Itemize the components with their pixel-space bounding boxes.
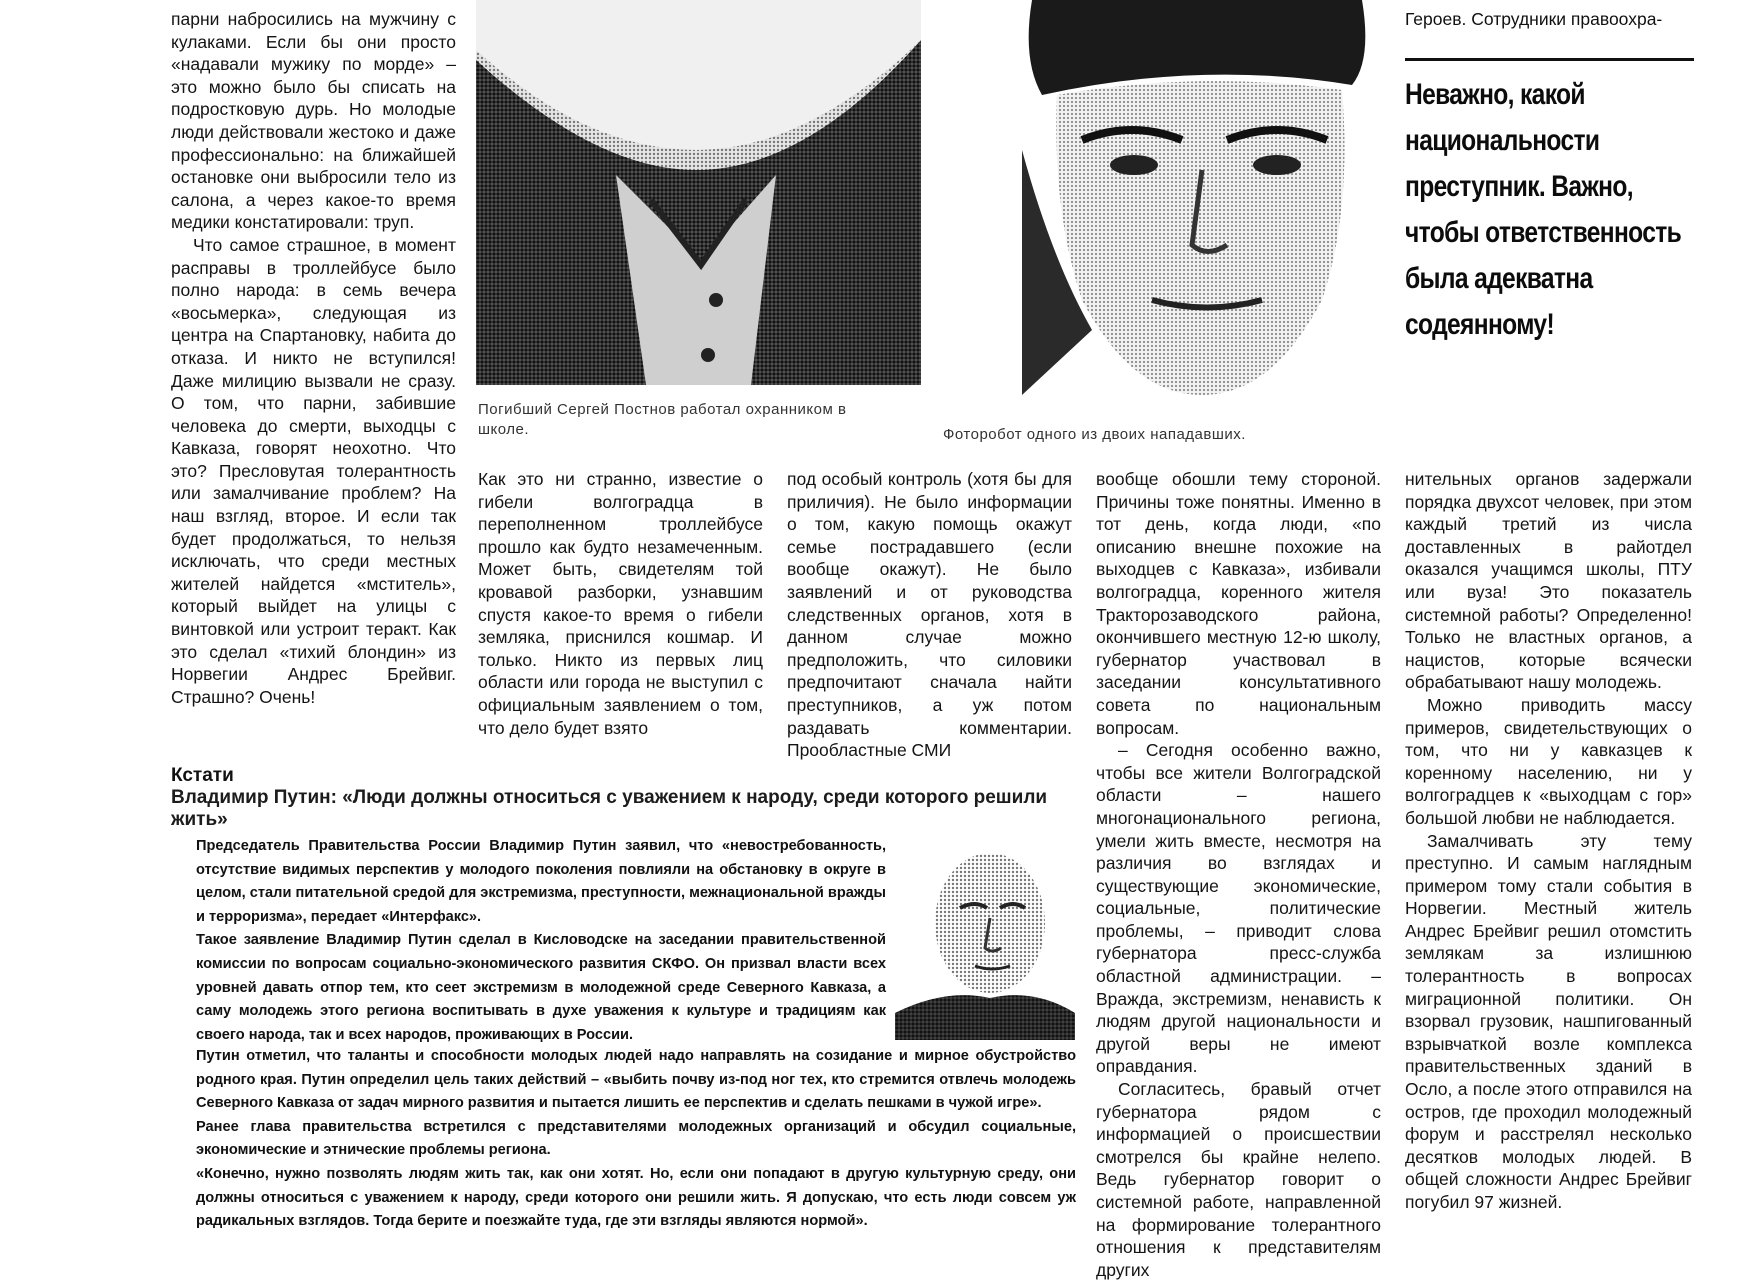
victim-photo-caption: Погибший Сергей Постнов работал охранником в школе. bbox=[478, 401, 847, 438]
pullquote-line: содеянному! bbox=[1405, 308, 1554, 341]
putin-portrait bbox=[895, 838, 1075, 1040]
pullquote-line: национальности bbox=[1405, 124, 1600, 157]
paragraph: Как это ни странно, известие о гибели волгоградца в переполненном троллейбусе прошло как будто незамеченным. Может быть, свидетелям той кровавой разборки, узнавшим спустя какое-то время о гибели земляка, приснился кошмар. И только. Никто из первых лиц области или города не выступил с официальным заявлением о том, что дело будет взято bbox=[478, 469, 763, 738]
pullquote-line: Неважно, какой bbox=[1405, 78, 1585, 111]
sidebar-inset bbox=[171, 765, 1076, 837]
identikit-image bbox=[1022, 0, 1382, 395]
inset-paragraph: Ранее глава правительства встретился с представителями молодежных организаций и обсудил социальные, экономические и этнические проблемы региона. bbox=[196, 1118, 1076, 1159]
pullquote-line: чтобы ответственность bbox=[1405, 216, 1682, 249]
inset-paragraph: «Конечно, нужно позволять людям жить так, как они хотят. Но, если они попадают в другую культурную среду, они должны относиться с уважением к народу, среди которого они решили жить. Я допускаю, что есть люди совсем уж радикальных взглядов. Тогда берите и поезжайте туда, где эти взгляды являются нормой». bbox=[196, 1165, 1076, 1230]
article-column-3 bbox=[787, 468, 1072, 762]
pullquote-line: преступник. Важно, bbox=[1405, 170, 1633, 203]
inset-title: Владимир Путин: «Люди должны относиться с уважением к народу, среди которого решили жить» bbox=[171, 787, 1048, 830]
article-column-4 bbox=[1096, 468, 1381, 1281]
identikit-photo bbox=[1022, 0, 1382, 395]
paragraph: Согласитесь, бравый отчет губернатора рядом с информацией о происшествии смотрелся бы крайне нелепо. Ведь губернатор говорит о системной работе, направленной на формирование толерантного отношения к представителям других bbox=[1096, 1079, 1381, 1280]
paragraph: под особый контроль (хотя бы для приличия). Не было информации о том, какую помощь окажут семье пострадавшего (если вообще окажут). Не было заявлений и от руководства следственных органов, хотя в данном случае можно предположить, что силовики предпочитают сначала найти преступников, а уж потом раздавать комментарии. Прооблаcтные СМИ bbox=[787, 469, 1072, 761]
pullquote-line: была адекватна bbox=[1405, 262, 1593, 295]
inset-kicker: Кстати bbox=[171, 765, 234, 786]
article-column-1 bbox=[171, 8, 456, 708]
column-5-top-line: Героев. Сотрудники правоохра- bbox=[1405, 9, 1663, 29]
article-column-5 bbox=[1405, 468, 1692, 1214]
inset-paragraph: Председатель Правительства России Владимир Путин заявил, что «невостребованность, отсутствие видимых перспектив у молодого поколения повлияли на обстановку в округе в целом, стали питательной средой для экстремизма, преступности, межнациональной вражды и терроризма», передает «Интерфакс». bbox=[196, 838, 886, 925]
paragraph: – Сегодня особенно важно, чтобы все жители Волгоградской области – нашего многонационального региона, умели жить вместе, несмотря на различия во взглядах и существующие экономические, социальные, политические проблемы, – приводит слова губернатора пресс-служба областной администрации. – Вражда, экстремизм, ненависть к людям другой национальности и другой веры не имеют оправдания. bbox=[1096, 740, 1381, 1077]
inset-paragraph: Такое заявление Владимир Путин сделал в Кисловодске на заседании правительственной комиссии по вопросам социально-экономического развития СКФО. Он призвал власти всех уровней давать отпор тем, кто сеет экстремизм в молодежной среде Северного Кавказа, а саму молодежь этого региона воспитывать в духе уважения к культуре и традициям как своего народа, так и всех народов, проживающих в России. bbox=[196, 932, 886, 1043]
pullquote-rule bbox=[1405, 58, 1694, 61]
paragraph: Можно приводить массу примеров, свидетельствующих о том, что ни у кавказцев к коренному населению, ни у волгоградцев к «выходцам с гор» большой любви не наблюдается. bbox=[1405, 694, 1692, 828]
article-column-2 bbox=[478, 468, 763, 739]
victim-photo-image bbox=[476, 0, 921, 385]
paragraph: нительных органов задержали порядка двухсот человек, при этом каждый третий из числа доставленных в райотдел оказался учащимся школы, ПТУ или вуза! Это показатель системной работы? Определенно! Только не властных органов, а нацистов, которые всячески обрабатывают нашу молодежь. bbox=[1405, 469, 1692, 693]
paragraph: Замалчивать эту тему преступно. И самым наглядным примером тому стали события в Норвегии. Местный житель Андрес Брейвиг решил отомстить землякам за излишнюю толерантность в вопросах миграционной политики. Он взорвал грузовик, нашпигованный взрывчаткой возле комплекса правительственных зданий в Осло, а после этого отправился на остров, где проходил молодежный форум и расстрелял несколько десятков молодых людей. В общей сложности Андрес Брейвиг погубил 97 жизней. bbox=[1405, 830, 1692, 1212]
paragraph: вообще обошли тему стороной. Причины тоже понятны. Именно в тот день, когда люди, «по описанию внешне похожие на выходцев с Кавказа», избивали волгоградца, коренного жителя Тракторозаводского района, окончившего местную 12-ю школу, губернатор участвовал в заседании консультативного совета по национальным вопросам. bbox=[1096, 469, 1381, 738]
paragraph: парни набросились на мужчину с кулаками. Если бы они просто «надавали мужику по морде» – это можно было бы списать на подростковую дурь. Но молодые люди действовали жестоко и даже профессионально: на ближайшей остановке они выбросили тело из салона, а через какое-то время медики констатировали: труп. bbox=[171, 9, 456, 233]
paragraph: Что самое страшное, в момент расправы в троллейбусе было полно народа: в семь вечера «восьмерка», следующая из центра на Спартановку, набита до отказа. И никто не вступился! Даже милицию вызвали не сразу. О том, что парни, забившие человека до смерти, выходцы с Кавказа, говорят неохотно. Что это? Пресловутая толерантность или замалчивание проблем? На наш взгляд, второе. И если так будет продолжаться, то нельзя исключать, что среди местных жителей найдется «мститель», который выйдет на улицы с винтовкой или устроит теракт. Как это сделал «тихий блондин» из Норвегии Андрес Брейвиг. Страшно? Очень! bbox=[171, 234, 456, 707]
pullquote bbox=[1405, 72, 1682, 348]
inset-body-bottom bbox=[196, 1045, 1076, 1234]
victim-photo bbox=[476, 0, 921, 385]
putin-portrait-image bbox=[895, 838, 1075, 1040]
identikit-caption: Фоторобот одного из двоих нападавших. bbox=[943, 426, 1246, 443]
inset-body-top bbox=[196, 835, 886, 1047]
inset-paragraph: Путин отметил, что таланты и способности молодых людей надо направлять на созидание и мирное обустройство родного края. Путин определил цель таких действий – «выбить почву из-под ног тех, кто стремится отвлечь молодежь Северного Кавказа от задач мирного развития и пытается лишить ее перспектив и сделать пешками в чужой игре». bbox=[196, 1048, 1076, 1112]
